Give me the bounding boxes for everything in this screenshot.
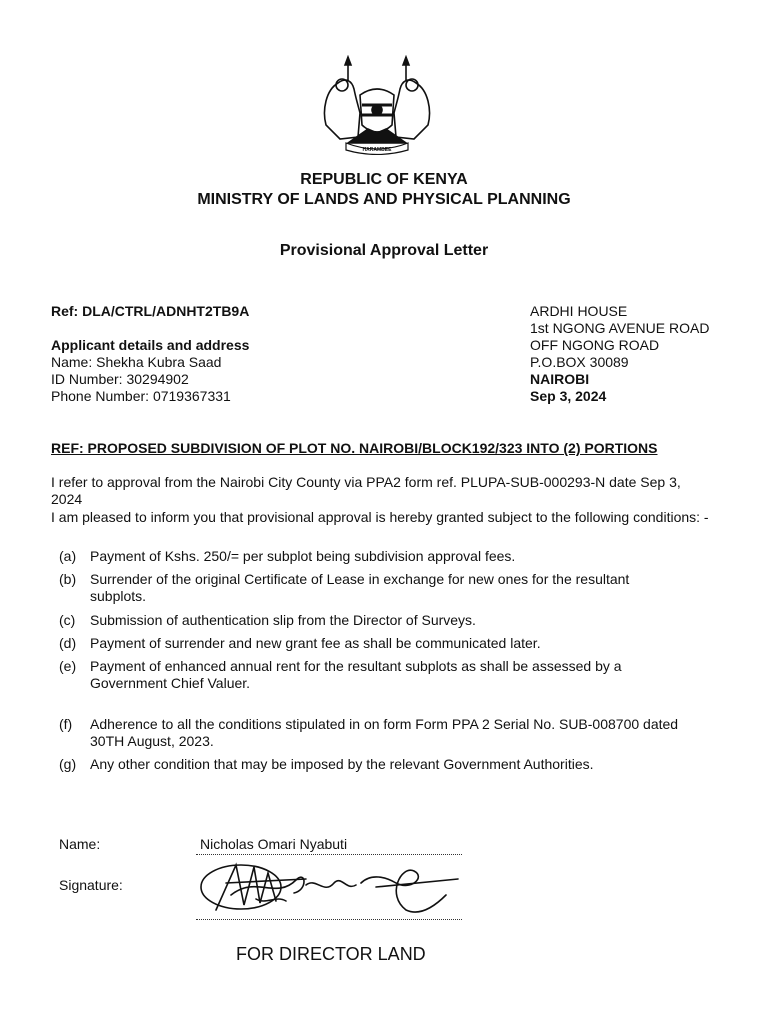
country-heading: REPUBLIC OF KENYA [300, 171, 468, 188]
condition-letter: (b) [59, 571, 77, 587]
body-paragraph-1: I refer to approval from the Nairobi City County via PPA2 form ref. PLUPA-SUB-000293-N date Sep 3, 2024 [51, 474, 681, 507]
condition-item [59, 716, 719, 750]
condition-item [59, 571, 719, 605]
signatory-name: Nicholas Omari Nyabuti [200, 836, 348, 852]
condition-item [59, 658, 719, 692]
condition-letter: (d) [59, 635, 77, 651]
address-city: NAIROBI [530, 371, 590, 387]
body-paragraph-2: I am pleased to inform you that provisional approval is hereby granted subject to the following conditions: - [51, 509, 709, 525]
condition-item [59, 756, 719, 773]
for-director-land: FOR DIRECTOR LAND [236, 944, 426, 964]
condition-text: Submission of authentication slip from the Director of Surveys. [90, 612, 476, 628]
reference-number: Ref: DLA/CTRL/ADNHT2TB9A [51, 303, 250, 319]
condition-item [59, 635, 719, 652]
address-line-2: 1st NGONG AVENUE ROAD [530, 320, 710, 336]
seal-motto: HARAMBEE [362, 147, 392, 153]
condition-text: Any other condition that may be imposed by the relevant Government Authorities. [90, 756, 594, 772]
letter-date: Sep 3, 2024 [530, 388, 607, 404]
condition-text: Adherence to all the conditions stipulated in on form Form PPA 2 Serial No. SUB-008700 dated 30TH August, 2023. [90, 716, 679, 749]
applicant-name: Name: Shekha Kubra Saad [51, 354, 222, 370]
name-label: Name: [59, 836, 101, 852]
condition-letter: (e) [59, 658, 77, 674]
applicant-phone: Phone Number: 0719367331 [51, 388, 231, 404]
subject-line: REF: PROPOSED SUBDIVISION OF PLOT NO. NAIROBI/BLOCK192/323 INTO (2) PORTIONS [51, 440, 658, 456]
signature-label: Signature: [59, 877, 123, 893]
address-line-4: P.O.BOX 30089 [530, 354, 629, 370]
address-line-3: OFF NGONG ROAD [530, 337, 660, 353]
letter-title: Provisional Approval Letter [279, 242, 489, 259]
applicant-heading: Applicant details and address [51, 337, 250, 353]
condition-text: Surrender of the original Certificate of Lease in exchange for new ones for the resultant subplots. [90, 571, 630, 604]
applicant-id: ID Number: 30294902 [51, 371, 189, 387]
address-line-1: ARDHI HOUSE [530, 303, 628, 319]
condition-item [59, 548, 719, 565]
condition-letter: (g) [59, 756, 77, 772]
condition-letter: (f) [59, 716, 73, 732]
condition-text: Payment of Kshs. 250/= per subplot being subdivision approval fees. [90, 548, 516, 564]
condition-text: Payment of surrender and new grant fee as shall be communicated later. [90, 635, 541, 651]
condition-item [59, 612, 719, 629]
condition-letter: (c) [59, 612, 76, 628]
signature-dotted-line [196, 919, 462, 920]
condition-letter: (a) [59, 548, 77, 564]
handwritten-signature [196, 855, 466, 925]
condition-text: Payment of enhanced annual rent for the resultant subplots as shall be assessed by a Government Chief Valuer. [90, 658, 622, 691]
coat-of-arms-seal [318, 55, 436, 155]
ministry-heading: MINISTRY OF LANDS AND PHYSICAL PLANNING [197, 191, 571, 208]
